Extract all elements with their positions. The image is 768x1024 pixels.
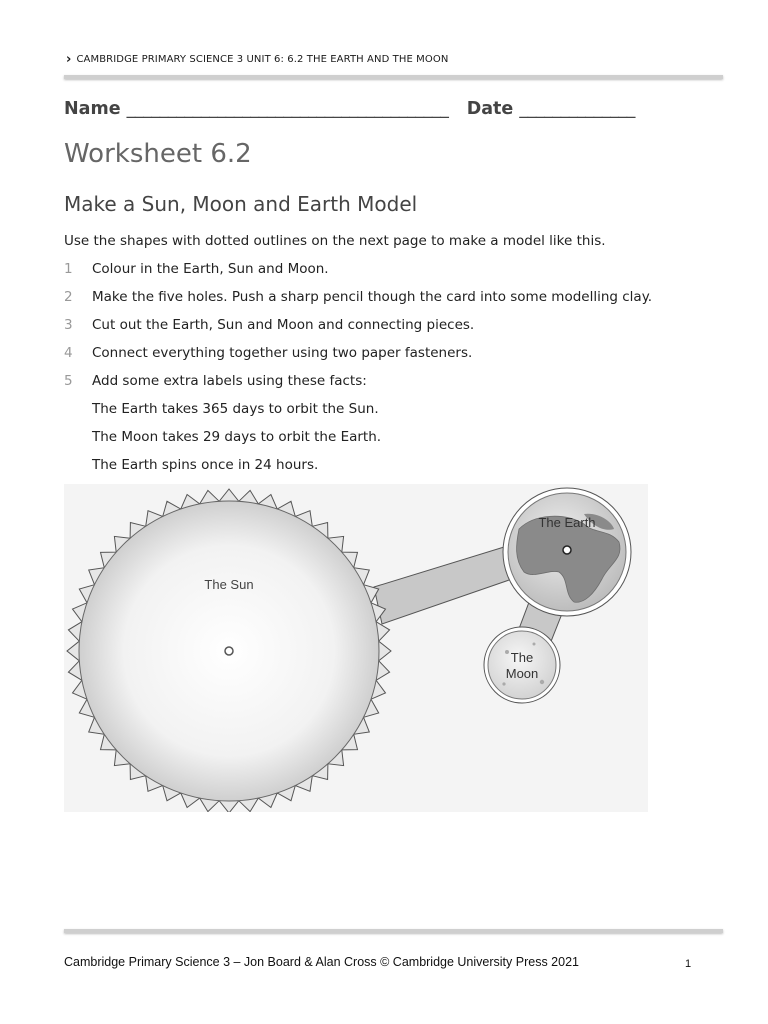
step-text: Connect everything together using two paper fasteners. bbox=[92, 345, 473, 361]
fact-item: The Moon takes 29 days to orbit the Earth. bbox=[92, 429, 382, 445]
running-title: CAMBRIDGE PRIMARY SCIENCE 3 UNIT 6: 6.2 THE EARTH AND THE MOON bbox=[76, 54, 449, 65]
worksheet-subtitle: Make a Sun, Moon and Earth Model bbox=[64, 192, 418, 216]
footer-credit: Cambridge Primary Science 3 – Jon Board & Alan Cross © Cambridge University Press 2021 bbox=[64, 955, 579, 969]
sun-shape bbox=[67, 489, 391, 812]
fact-item: The Earth takes 365 days to orbit the Sun. bbox=[92, 401, 379, 417]
step-number: 1 bbox=[64, 261, 73, 277]
moon-label-line2: Moon bbox=[505, 666, 539, 681]
step-text: Make the five holes. Push a sharp pencil though the card into some modelling clay. bbox=[92, 289, 653, 305]
step-number: 2 bbox=[64, 289, 73, 305]
footer-divider bbox=[64, 929, 723, 933]
sun-hole bbox=[225, 647, 233, 655]
step-number: 4 bbox=[64, 345, 73, 361]
worksheet-title: Worksheet 6.2 bbox=[64, 139, 252, 169]
header-divider bbox=[64, 75, 723, 79]
fact-item: The Earth spins once in 24 hours. bbox=[92, 457, 319, 473]
running-header bbox=[66, 52, 448, 67]
sun-earth-moon-model-diagram bbox=[64, 484, 648, 812]
list-item bbox=[64, 314, 744, 342]
step-text: Colour in the Earth, Sun and Moon. bbox=[92, 261, 329, 277]
step-text: Cut out the Earth, Sun and Moon and connecting pieces. bbox=[92, 317, 475, 333]
step-number: 3 bbox=[64, 317, 73, 333]
list-item bbox=[64, 370, 744, 398]
moon-shape bbox=[484, 627, 560, 703]
steps-list bbox=[64, 258, 744, 398]
name-date-row bbox=[64, 99, 635, 119]
earth-hole bbox=[563, 546, 571, 554]
list-item bbox=[64, 286, 744, 314]
step-number: 5 bbox=[64, 373, 73, 389]
step-text: Add some extra labels using these facts: bbox=[92, 373, 367, 389]
sun-label: The Sun bbox=[204, 577, 254, 592]
intro-text: Use the shapes with dotted outlines on the next page to make a model like this. bbox=[64, 233, 606, 249]
page-number: 1 bbox=[685, 958, 692, 970]
facts-list bbox=[92, 398, 381, 482]
moon-label-line1: The bbox=[510, 650, 534, 665]
earth-shape bbox=[503, 488, 631, 616]
list-item bbox=[64, 342, 744, 370]
name-field[interactable]: _______________________________________ bbox=[126, 99, 449, 119]
chevron-right-icon: › bbox=[66, 52, 72, 67]
list-item bbox=[64, 258, 744, 286]
earth-label: The Earth bbox=[538, 515, 596, 530]
name-label: Name bbox=[64, 99, 121, 119]
date-field[interactable]: ______________ bbox=[519, 99, 635, 119]
date-label: Date bbox=[466, 99, 514, 119]
